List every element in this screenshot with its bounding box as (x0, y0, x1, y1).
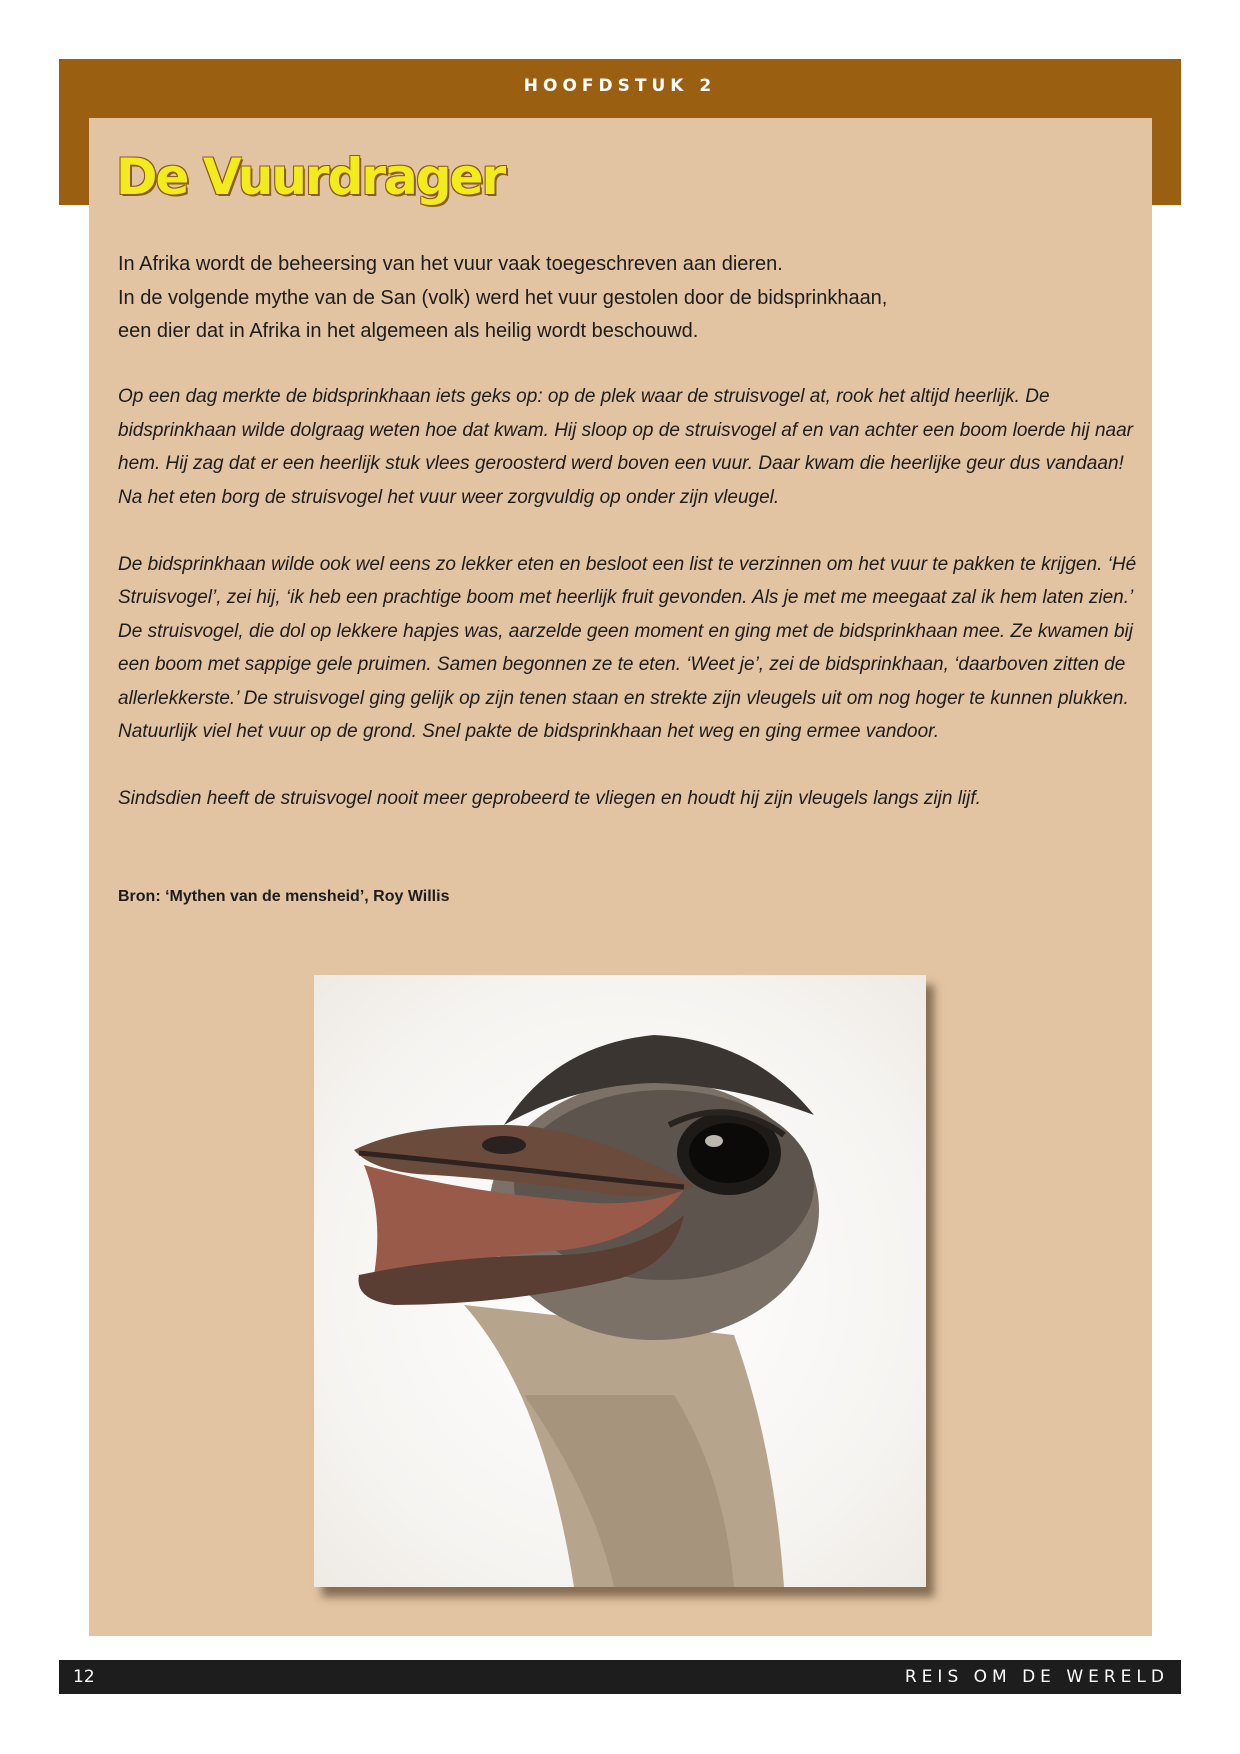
story-paragraph: Op een dag merkte de bidsprinkhaan iets geks op: op de plek waar de struisvogel at, rook het altijd heerlijk. De bidsprinkhaan wilde dolgraag weten hoe dat kwam. Hij sloop op de struisvogel af en van achter een boom loerde hij naar hem. Hij zag dat er een heerlijk stuk vlees geroosterd werd boven een vuur. Daar kwam die heerlijke geur dus vandaan! Na het eten borg de struisvogel het vuur weer zorgvuldig op onder zijn vleugel. (118, 386, 1134, 508)
story-paragraph: De bidsprinkhaan wilde ook wel eens zo lekker eten en besloot een list te verzinnen om het vuur te pakken te krijgen. ‘Hé Struisvogel’, zei hij, ‘ik heb een prachtige boom met heerlijk fruit gevonden. Als je met me meegaat zal ik hem laten zien.’ De struisvogel, die dol op lekkere hapjes was, aarzelde geen moment en ging met de bidsprinkhaan mee. Ze kwamen bij een boom met sappige gele pruimen. Samen begonnen ze te eten. ‘Weet je’, zei de bidsprinkhaan, ‘daarboven zitten de allerlekkerste.’ De struisvogel ging gelijk op zijn tenen staan en strekte zijn vleugels uit om nog hoger te kunnen plukken. Natuurlijk viel het vuur op de grond. Snel pakte de bidsprinkhaan het weg en ging ermee vandoor. (118, 553, 1137, 742)
ostrich-illustration (314, 975, 926, 1587)
page-number: 12 (73, 1667, 95, 1687)
ostrich-photo (314, 975, 926, 1587)
intro-paragraph (118, 248, 1138, 349)
story-text (118, 380, 1138, 849)
footer-bar (59, 1660, 1181, 1694)
intro-line: In de volgende mythe van de San (volk) werd het vuur gestolen door de bidsprinkhaan, (118, 286, 888, 309)
article-title: De Vuurdrager (116, 148, 505, 206)
magazine-title: REIS OM DE WERELD (904, 1667, 1169, 1687)
intro-line: In Afrika wordt de beheersing van het vuur vaak toegeschreven aan dieren. (118, 253, 783, 275)
intro-line: een dier dat in Afrika in het algemeen als heilig wordt beschouwd. (118, 320, 699, 342)
source-citation: Bron: ‘Mythen van de mensheid’, Roy Willis (118, 888, 450, 905)
story-paragraph: Sindsdien heeft de struisvogel nooit meer geprobeerd te vliegen en houdt hij zijn vleugels langs zijn lijf. (118, 788, 981, 809)
chapter-label: HOOFDSTUK 2 (523, 76, 717, 96)
